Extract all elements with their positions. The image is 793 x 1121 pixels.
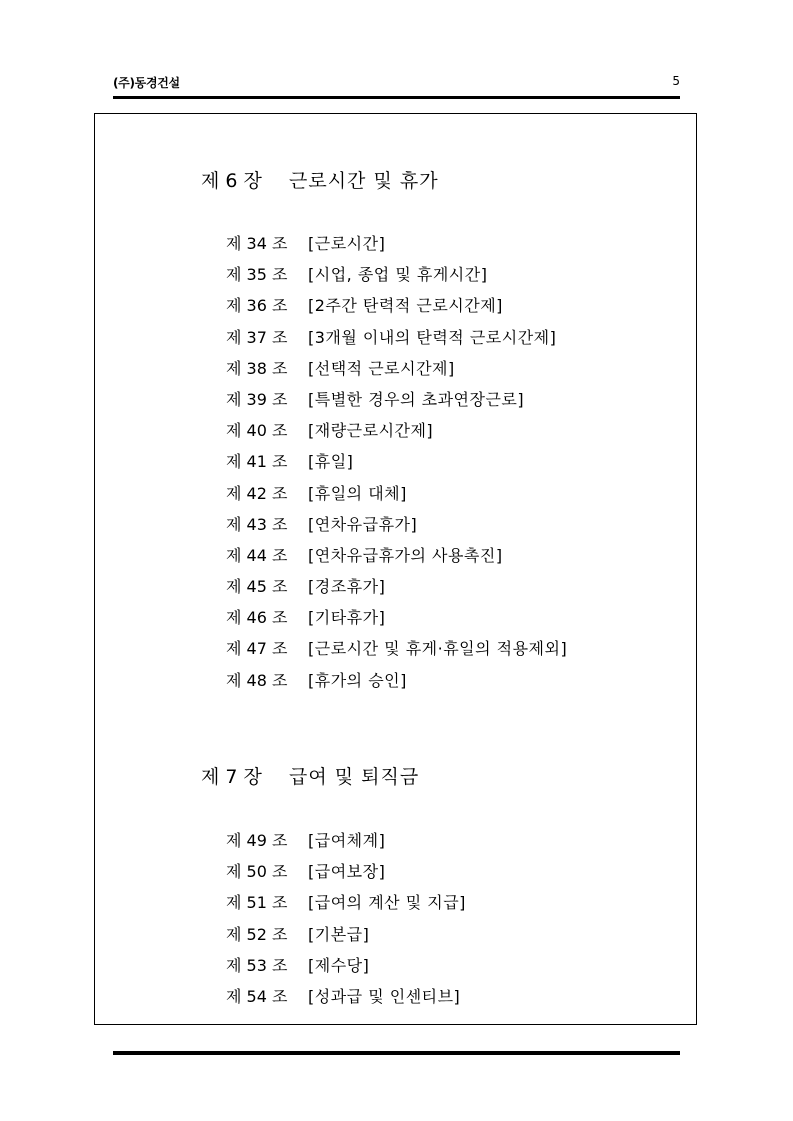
- article-item[interactable]: [226, 602, 567, 633]
- article-title: [급여체계]: [308, 831, 386, 850]
- chapter-number: 제 7 장: [201, 766, 262, 788]
- article-item[interactable]: [226, 665, 567, 696]
- header-rule: [113, 96, 680, 99]
- article-number: 제 47 조: [226, 639, 288, 659]
- article-number: 제 35 조: [226, 265, 288, 285]
- article-title: [선택적 근로시간제]: [308, 358, 455, 378]
- article-number: 제 36 조: [226, 296, 288, 316]
- article-number: 제 49 조: [226, 831, 288, 850]
- page-header: [113, 74, 680, 94]
- article-number: 제 53 조: [226, 955, 288, 975]
- article-number: 제 54 조: [226, 986, 288, 1006]
- chapter-number: 제 6 장: [201, 170, 262, 192]
- article-title: [연차유급휴가]: [308, 514, 418, 534]
- article-item[interactable]: [226, 950, 466, 981]
- article-number: 제 38 조: [226, 358, 288, 378]
- article-title: [2주간 탄력적 근로시간제]: [308, 296, 503, 316]
- article-number: 제 51 조: [226, 893, 288, 913]
- article-title: [휴일의 대체]: [308, 483, 407, 503]
- article-title: [제수당]: [308, 955, 370, 975]
- article-item[interactable]: [226, 571, 567, 602]
- article-item[interactable]: [226, 415, 567, 446]
- article-number: 제 40 조: [226, 421, 288, 441]
- article-title: [급여의 계산 및 지급]: [308, 893, 466, 913]
- chapter-heading-7: [201, 762, 419, 789]
- article-title: [시업, 종업 및 휴게시간]: [308, 265, 488, 285]
- article-number: 제 34 조: [226, 234, 288, 253]
- article-item[interactable]: [226, 825, 466, 856]
- article-item[interactable]: [226, 981, 466, 1012]
- article-number: 제 39 조: [226, 389, 288, 409]
- article-title: [연차유급휴가의 사용촉진]: [308, 545, 503, 565]
- footer-rule: [113, 1051, 680, 1055]
- article-item[interactable]: [226, 290, 567, 321]
- article-number: 제 48 조: [226, 670, 288, 690]
- chapter-title: 근로시간 및 휴가: [289, 170, 439, 192]
- article-title: [기본급]: [308, 924, 370, 944]
- article-title: [경조휴가]: [308, 577, 386, 597]
- article-title: [휴가의 승인]: [308, 670, 407, 690]
- article-item[interactable]: [226, 509, 567, 540]
- article-item[interactable]: [226, 228, 567, 259]
- article-item[interactable]: [226, 259, 567, 290]
- article-title: [휴일]: [308, 452, 354, 472]
- article-title: [근로시간]: [308, 234, 386, 253]
- chapter-title: 급여 및 퇴직금: [289, 766, 420, 788]
- article-title: [급여보장]: [308, 862, 386, 882]
- article-item[interactable]: [226, 353, 567, 384]
- article-number: 제 41 조: [226, 452, 288, 472]
- article-title: [근로시간 및 휴게·휴일의 적용제외]: [308, 639, 568, 659]
- article-title: [특별한 경우의 초과연장근로]: [308, 389, 525, 409]
- article-item[interactable]: [226, 384, 567, 415]
- article-item[interactable]: [226, 446, 567, 477]
- article-item[interactable]: [226, 919, 466, 950]
- article-number: 제 46 조: [226, 608, 288, 628]
- chapter-heading-6: [201, 166, 439, 193]
- article-item[interactable]: [226, 633, 567, 664]
- article-item[interactable]: [226, 322, 567, 353]
- article-title: [기타휴가]: [308, 608, 386, 628]
- article-number: 제 42 조: [226, 483, 288, 503]
- article-item[interactable]: [226, 478, 567, 509]
- page-number: 5: [672, 74, 680, 88]
- company-name: (주)동경건설: [113, 76, 180, 90]
- article-list-chapter-6: [226, 228, 567, 696]
- article-number: 제 44 조: [226, 545, 288, 565]
- article-number: 제 45 조: [226, 577, 288, 597]
- article-number: 제 52 조: [226, 924, 288, 944]
- article-title: [성과급 및 인센티브]: [308, 986, 461, 1006]
- article-number: 제 37 조: [226, 327, 288, 347]
- article-item[interactable]: [226, 887, 466, 918]
- table-of-contents-box: [94, 113, 697, 1025]
- article-item[interactable]: [226, 540, 567, 571]
- article-title: [재량근로시간제]: [308, 421, 434, 441]
- article-title: [3개월 이내의 탄력적 근로시간제]: [308, 327, 557, 347]
- article-number: 제 50 조: [226, 862, 288, 882]
- article-list-chapter-7: [226, 825, 466, 1012]
- article-number: 제 43 조: [226, 514, 288, 534]
- article-item[interactable]: [226, 856, 466, 887]
